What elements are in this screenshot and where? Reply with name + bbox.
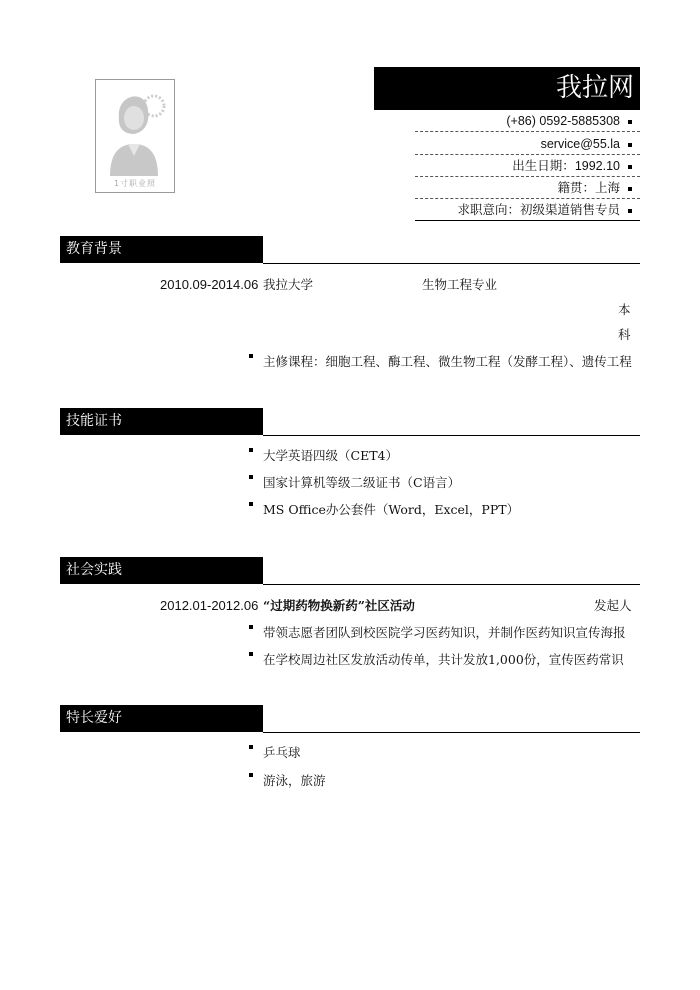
birth-text bbox=[512, 158, 620, 174]
square-bullet-icon bbox=[249, 625, 253, 629]
candidate-name: 我拉网 bbox=[555, 73, 634, 103]
section-title: 技能证书 bbox=[66, 413, 122, 429]
square-bullet-icon bbox=[249, 745, 253, 749]
square-bullet-icon bbox=[628, 165, 632, 169]
section-divider bbox=[263, 435, 640, 436]
section-header-practice bbox=[60, 557, 263, 584]
objective-row bbox=[415, 199, 640, 221]
major-name: 生物工程专业 bbox=[422, 277, 498, 292]
section-title: 特长爱好 bbox=[66, 710, 122, 726]
square-bullet-icon bbox=[249, 773, 253, 777]
skill-item: MS Office办公套件（Word，Excel，PPT） bbox=[263, 502, 520, 517]
section-header-hobbies bbox=[60, 705, 263, 732]
birth-row bbox=[415, 155, 640, 177]
skill-item: 大学英语四级（CET4） bbox=[263, 448, 398, 463]
profile-photo bbox=[95, 79, 175, 193]
objective-text: 求职意向：初级渠道销售专员 bbox=[457, 202, 620, 217]
degree-char-2: 科 bbox=[618, 327, 631, 342]
school-name: 我拉大学 bbox=[263, 277, 314, 292]
section-divider bbox=[263, 263, 640, 264]
square-bullet-icon bbox=[249, 475, 253, 479]
square-bullet-icon bbox=[628, 143, 632, 147]
square-bullet-icon bbox=[249, 448, 253, 452]
hometown-row bbox=[415, 177, 640, 199]
practice-date: 2012.01-2012.06 bbox=[160, 598, 259, 613]
birth-label: 出生日期： bbox=[512, 158, 575, 173]
hometown-text: 籍贯：上海 bbox=[557, 180, 620, 195]
birth-value: 1992.10 bbox=[574, 159, 620, 173]
activity-role: 发起人 bbox=[594, 598, 632, 613]
education-date: 2010.09-2014.06 bbox=[160, 277, 259, 292]
skill-item: 国家计算机等级二级证书（C语言） bbox=[263, 475, 461, 490]
email-text: service@55.la bbox=[540, 137, 620, 151]
activity-name: “过期药物换新药”社区活动 bbox=[263, 598, 415, 613]
section-divider bbox=[263, 732, 640, 733]
photo-caption: 1寸职业照 bbox=[113, 179, 157, 188]
square-bullet-icon bbox=[249, 354, 253, 358]
square-bullet-icon bbox=[628, 187, 632, 191]
square-bullet-icon bbox=[628, 209, 632, 213]
section-header-skills bbox=[60, 408, 263, 435]
phone-row bbox=[415, 110, 640, 132]
practice-item: 在学校周边社区发放活动传单，共计发放1,000份，宣传医药常识 bbox=[263, 652, 624, 667]
hobby-item: 乒乓球 bbox=[263, 745, 301, 760]
courses-text: 主修课程：细胞工程、酶工程、微生物工程（发酵工程）、遗传工程 bbox=[263, 354, 632, 369]
section-header-education bbox=[60, 236, 263, 263]
square-bullet-icon bbox=[628, 120, 632, 124]
hobby-item: 游泳，旅游 bbox=[263, 773, 326, 788]
phone-text: (+86) 0592-5885308 bbox=[506, 114, 620, 128]
degree-char-1: 本 bbox=[618, 302, 631, 317]
square-bullet-icon bbox=[249, 652, 253, 656]
practice-item: 带领志愿者团队到校医院学习医药知识，并制作医药知识宣传海报 bbox=[263, 625, 626, 640]
name-banner bbox=[374, 67, 640, 110]
section-title: 社会实践 bbox=[66, 562, 122, 578]
square-bullet-icon bbox=[249, 502, 253, 506]
email-row bbox=[415, 133, 640, 155]
section-title: 教育背景 bbox=[66, 241, 122, 257]
section-divider bbox=[263, 584, 640, 585]
avatar-silhouette-icon bbox=[96, 80, 176, 194]
